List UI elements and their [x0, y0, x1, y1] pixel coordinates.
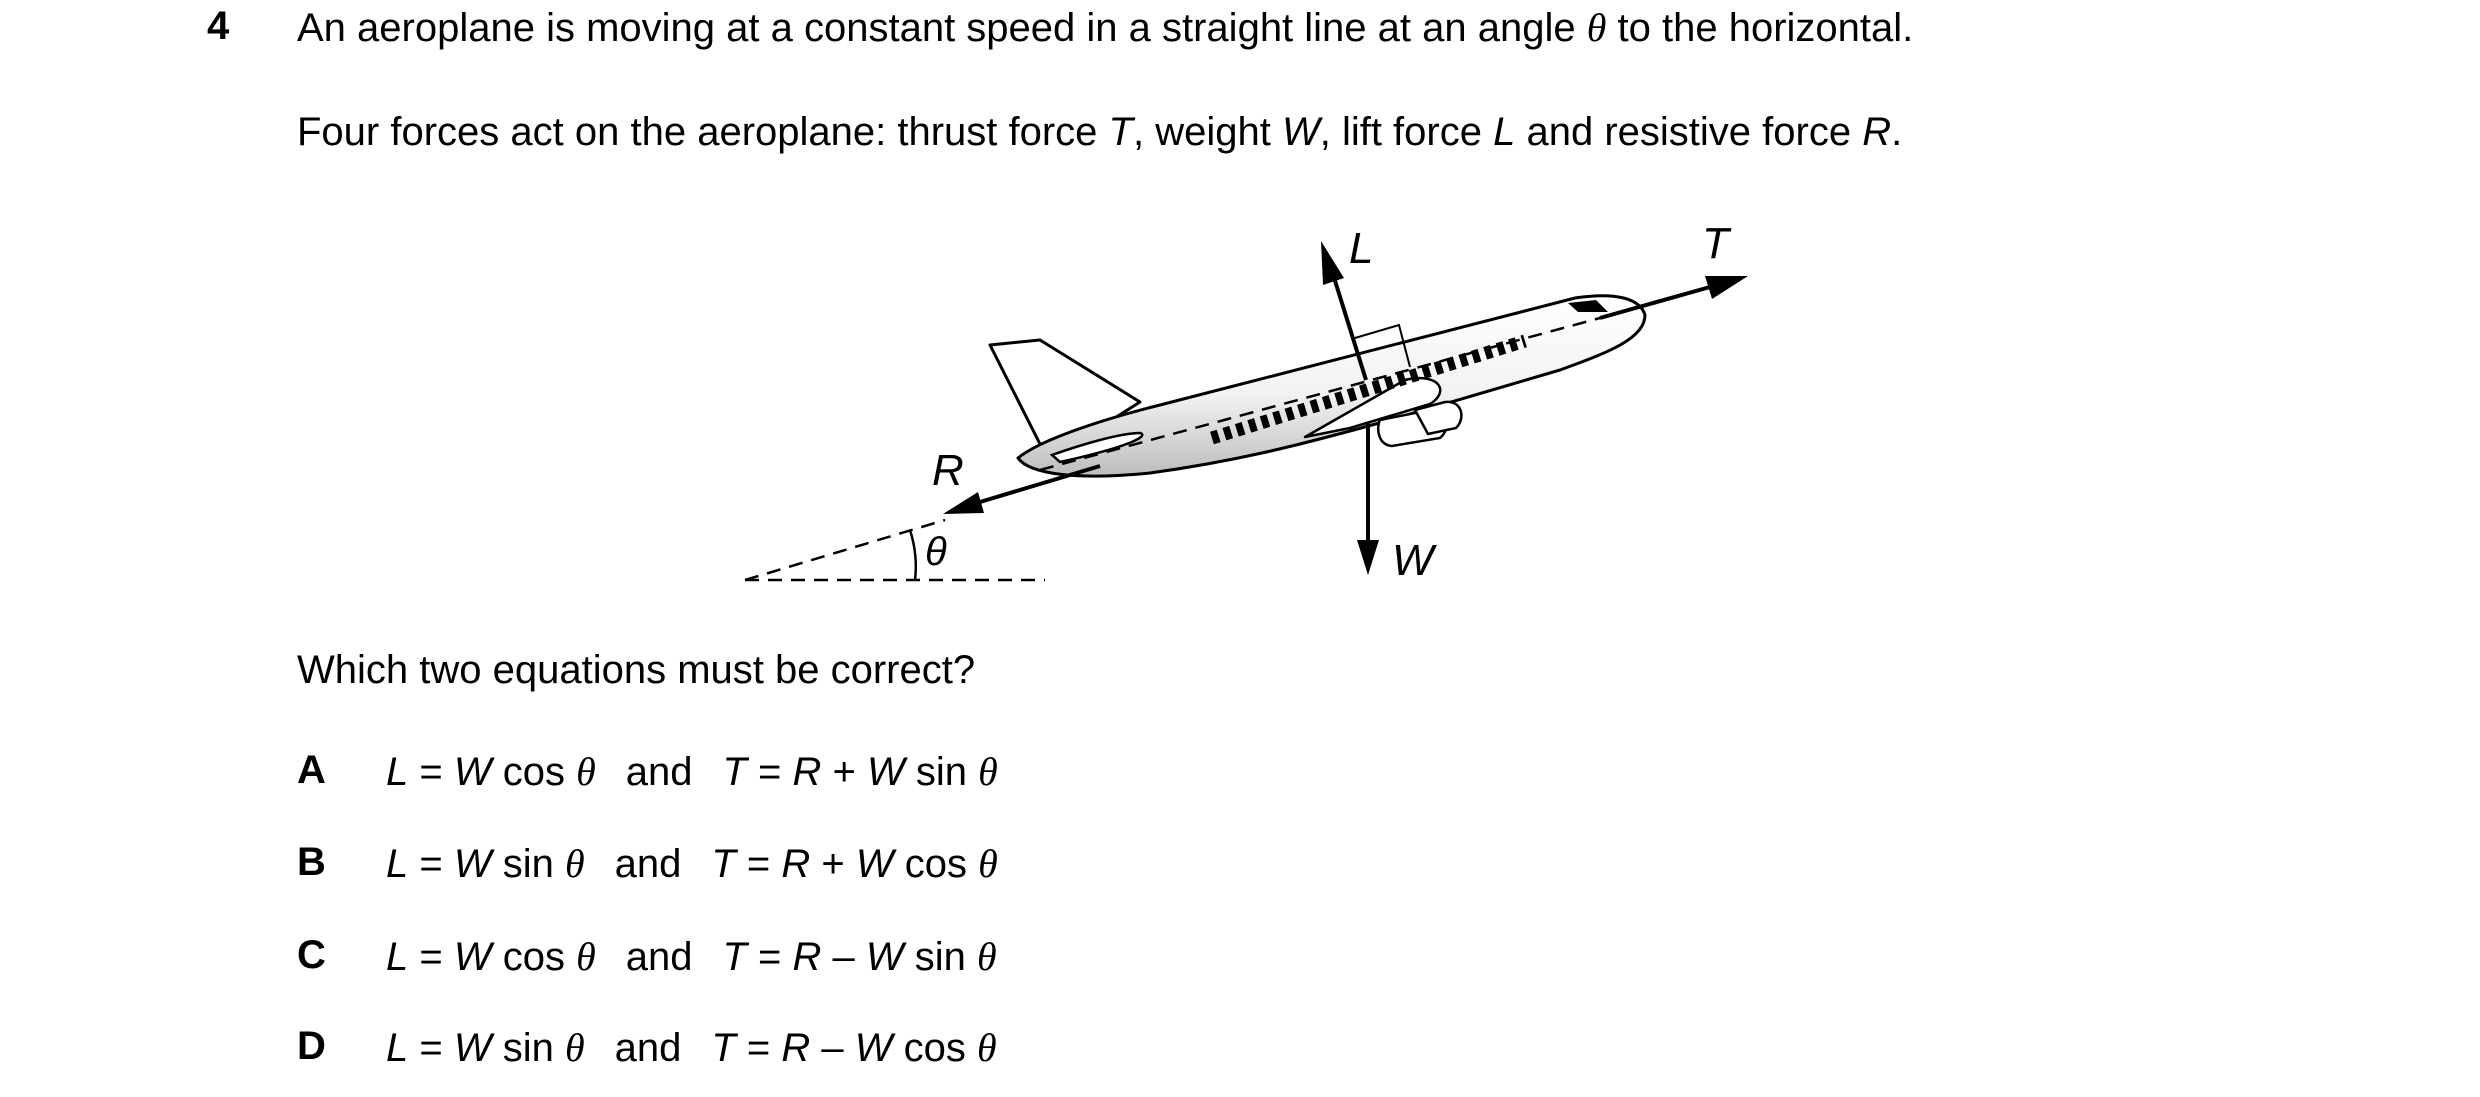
- theta-label: θ: [925, 530, 947, 574]
- stem-text: and resistive force: [1515, 110, 1863, 154]
- question-number: 4: [207, 4, 230, 48]
- symbol-L: L: [1493, 110, 1516, 154]
- lift-label: L: [1349, 224, 1374, 273]
- stem-text: Four forces act on the aeroplane: thrust force: [297, 110, 1109, 154]
- question-prompt: Which two equations must be correct?: [297, 648, 976, 692]
- stem-text: .: [1891, 110, 1903, 154]
- stem-text: , weight: [1132, 110, 1282, 154]
- resistive-label: R: [932, 446, 964, 495]
- stem-text: to the horizontal.: [1606, 6, 1914, 50]
- weight-force-arrow: [1357, 423, 1379, 575]
- aeroplane: [990, 296, 1645, 476]
- symbol-T: T: [1108, 110, 1133, 154]
- weight-label: W: [1392, 536, 1434, 585]
- stem-text: An aeroplane is moving at a constant speed in a straight line at an angle: [297, 6, 1587, 50]
- option-equation: L = W cos θ and T = R – W sin θ: [386, 934, 997, 979]
- stem-text: , lift force: [1319, 110, 1494, 154]
- theta-symbol: θ: [1586, 5, 1607, 50]
- angle-arc: [910, 530, 916, 580]
- option-letter: B: [297, 840, 326, 884]
- resistive-force-arrow: [943, 466, 1100, 514]
- option-equation: L = W sin θ and T = R + W cos θ: [386, 841, 998, 886]
- option-equation: L = W cos θ and T = R + W sin θ: [386, 749, 998, 794]
- symbol-R: R: [1862, 110, 1892, 154]
- symbol-W: W: [1281, 110, 1320, 154]
- option-letter: C: [297, 933, 326, 977]
- thrust-label: T: [1702, 219, 1729, 268]
- option-letter: D: [297, 1024, 326, 1068]
- option-equation: L = W sin θ and T = R – W cos θ: [386, 1025, 997, 1070]
- option-letter: A: [297, 748, 326, 792]
